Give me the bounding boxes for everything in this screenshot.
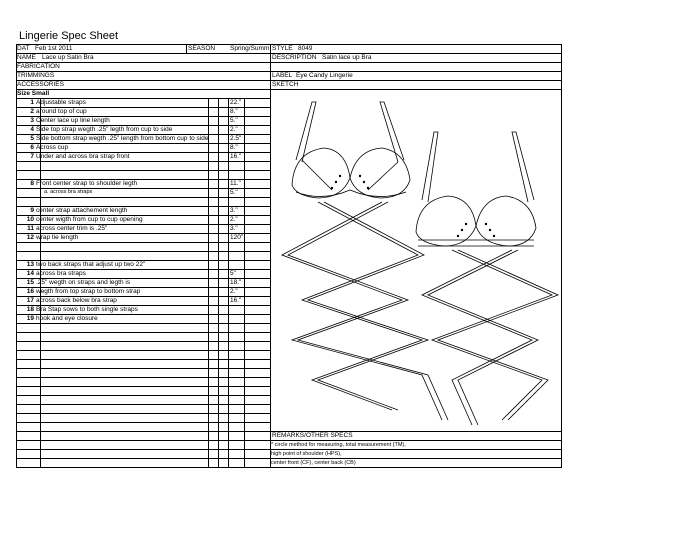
season-value: Spring/Summ bbox=[230, 45, 270, 52]
measurement-description: wrap tie length bbox=[36, 234, 79, 241]
measurement-value: 18." bbox=[230, 279, 242, 286]
style-label: STYLE bbox=[272, 45, 293, 52]
sketch-label: SKETCH bbox=[272, 81, 299, 88]
measurement-number: 7 bbox=[30, 153, 34, 160]
date-label: DAT bbox=[17, 45, 30, 52]
measurement-value: 120" bbox=[230, 234, 244, 241]
remarks-heading: REMARKS/OTHER SPECS bbox=[272, 432, 353, 439]
measurement-description: Bra Stap sows to both single straps bbox=[36, 306, 138, 313]
measurement-value: 5" bbox=[230, 270, 236, 277]
measurement-number: 2 bbox=[30, 108, 34, 115]
trimmings-label: TRIMMINGS bbox=[17, 72, 55, 79]
measurement-description: Side top strap wegth .25" legth from cup to side bbox=[36, 126, 173, 133]
remarks-line: high point of shoulder (HPS), bbox=[271, 451, 342, 457]
measurement-value: 11." bbox=[230, 180, 241, 187]
measurement-number: 14 bbox=[26, 270, 34, 277]
measurement-value: 5." bbox=[230, 189, 238, 196]
measurement-number: 13 bbox=[26, 261, 34, 268]
measurement-number: 8 bbox=[30, 180, 34, 187]
measurement-number: 9 bbox=[30, 207, 34, 214]
measurement-value: 2." bbox=[230, 288, 238, 295]
measurement-description: Under and across bra strap front bbox=[36, 153, 130, 160]
measurement-description: Side bottom strap wegth .25" length from bottom cup to side bbox=[36, 135, 209, 142]
measurement-number: 3 bbox=[30, 117, 34, 124]
measurement-number: 6 bbox=[30, 144, 34, 151]
season-label: SEASON bbox=[188, 45, 216, 52]
measurement-description: Adjustable straps bbox=[36, 99, 86, 106]
description-label: DESCRIPTION bbox=[272, 54, 317, 61]
measurement-number: 18 bbox=[26, 306, 34, 313]
measurement-number: 19 bbox=[26, 315, 34, 322]
size-label: Size Small bbox=[17, 90, 50, 97]
measurement-description: across back below bra strap bbox=[36, 297, 117, 304]
measurement-description: across bra straps bbox=[36, 270, 86, 277]
name-value: Lace up Satin Bra bbox=[42, 54, 94, 61]
measurement-value: 8." bbox=[230, 144, 238, 151]
measurement-value: 3." bbox=[230, 225, 238, 232]
measurement-description: a. across bra straps bbox=[44, 189, 93, 195]
measurement-description: Center lace up line length bbox=[36, 117, 110, 124]
measurement-value: 16." bbox=[230, 297, 242, 304]
measurement-value: 8." bbox=[230, 108, 238, 115]
name-label: NAME bbox=[17, 54, 36, 61]
measurement-description: .25" wegth on straps and legth is bbox=[36, 279, 131, 286]
remarks-line: * circle method for measuring, total measurement (TM), bbox=[271, 442, 406, 448]
measurement-description: around top of cup bbox=[36, 108, 87, 115]
label-value: Eye Candy Lingerie bbox=[296, 72, 353, 79]
measurement-number: 16 bbox=[26, 288, 34, 295]
measurement-value: 5." bbox=[230, 117, 238, 124]
accessories-label: ACCESSORIES bbox=[17, 81, 64, 88]
measurement-description: hook and eye closure bbox=[36, 315, 98, 322]
page-title: Lingerie Spec Sheet bbox=[19, 30, 119, 42]
measurement-number: 10 bbox=[26, 216, 34, 223]
measurement-description: center strap attachement length bbox=[36, 207, 128, 214]
measurement-number: 11 bbox=[27, 225, 34, 232]
remarks-line: center front (CF), center back (CB) bbox=[271, 460, 356, 466]
measurement-value: 2." bbox=[230, 126, 238, 133]
measurement-value: 16." bbox=[230, 153, 242, 160]
measurement-number: 12 bbox=[26, 234, 34, 241]
measurement-description: across center trim is .25" bbox=[36, 225, 108, 232]
measurement-number: 1 bbox=[30, 99, 34, 106]
measurement-description: Front center strap to shoulder legth bbox=[36, 180, 138, 187]
measurement-description: center wigth from cup to cup opening bbox=[36, 216, 143, 223]
measurement-number: 5 bbox=[30, 135, 34, 142]
measurement-description: Across cup bbox=[36, 144, 69, 151]
measurement-number: 17 bbox=[26, 297, 34, 304]
measurement-number: 4 bbox=[30, 126, 34, 133]
bra-sketch bbox=[272, 90, 560, 430]
style-value: 8049 bbox=[298, 45, 313, 52]
description-value: Satin lace up Bra bbox=[322, 54, 372, 61]
measurement-number: 15 bbox=[26, 279, 34, 286]
measurement-value: 2.5" bbox=[230, 135, 242, 142]
measurement-description: wegth from top strap to bottom strap bbox=[36, 288, 141, 295]
measurement-value: 3." bbox=[230, 207, 238, 214]
fabrication-label: FABRICATION bbox=[17, 63, 60, 70]
date-value: Feb 1st 2011 bbox=[35, 45, 73, 52]
measurement-value: 22." bbox=[230, 99, 242, 106]
label-label: LABEL bbox=[272, 72, 293, 79]
measurement-value: 2." bbox=[230, 216, 238, 223]
measurement-description: two back straps that adjust up two 22" bbox=[36, 261, 146, 268]
